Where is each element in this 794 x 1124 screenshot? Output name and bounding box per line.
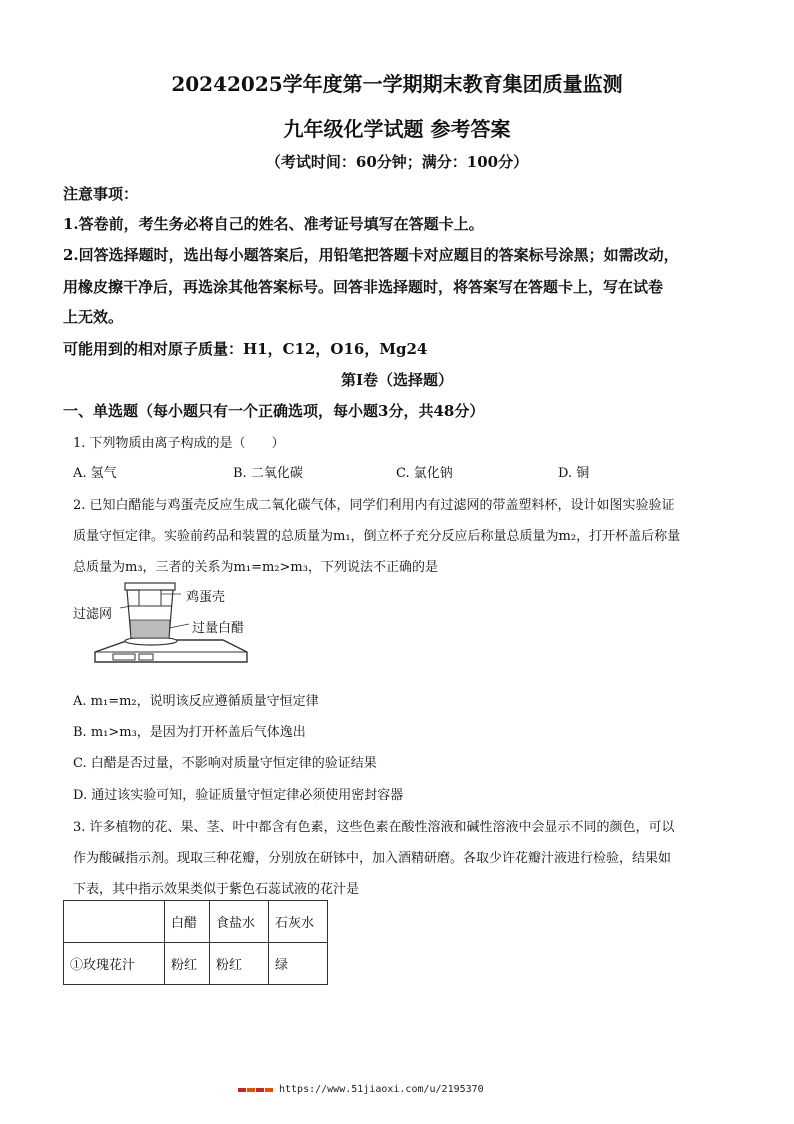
q1-option-c: C. 氯化钠 <box>396 466 453 481</box>
table-cell: 绿 <box>269 943 328 985</box>
table-cell: 粉红 <box>165 943 210 985</box>
q1-option-a: A. 氢气 <box>73 466 117 481</box>
q3-stem-line-2: 作为酸碱指示剂。现取三种花瓣，分别放在研钵中，加入酒精研磨。各取少许花瓣汁液进行检验，结果如 <box>73 851 672 866</box>
table-header-row <box>64 901 328 943</box>
table-header-cell <box>64 901 165 943</box>
figure-label-eggshell: 鸡蛋壳 <box>186 590 226 605</box>
footer-url[interactable]: https://www.51jiaoxi.com/u/2195370 <box>279 1084 484 1095</box>
q2-option-c: C. 白醋是否过量，不影响对质量守恒定律的验证结果 <box>73 756 377 771</box>
q3-stem-line-1: 3. 许多植物的花、果、茎、叶中都含有色素，这些色素在酸性溶液和碱性溶液中会显示不同的颜色，可以 <box>73 820 675 835</box>
table-row <box>64 943 328 985</box>
notes-heading: 注意事项： <box>63 185 139 203</box>
indicator-table <box>63 900 328 985</box>
q2-option-b: B. m₁>m₃，是因为打开杯盖后气体逸出 <box>73 725 306 740</box>
note-2-line-1: 2.回答选择题时，选出每小题答案后，用铅笔把答题卡对应题目的答案标号涂黑；如需改动， <box>63 246 679 264</box>
watermark-logo-icon <box>238 1086 274 1094</box>
q1-stem: 1. 下列物质由离子构成的是（ ） <box>73 436 285 451</box>
q2-stem-line-1: 2. 已知白醋能与鸡蛋壳反应生成二氧化碳气体，同学们利用内有过滤网的带盖塑料杯，设计如图实验验证 <box>73 498 675 513</box>
q2-option-a: A. m₁=m₂，说明该反应遵循质量守恒定律 <box>73 694 319 709</box>
q3-stem-line-3: 下表，其中指示效果类似于紫色石蕊试液的花汁是 <box>73 882 360 897</box>
atomic-mass-note: 可能用到的相对原子质量：H1，C12，O16，Mg24 <box>63 340 428 358</box>
note-1: 1.答卷前，考生务必将自己的姓名、准考证号填写在答题卡上。 <box>63 215 484 233</box>
q1-option-d: D. 铜 <box>558 466 590 481</box>
footer-watermark <box>238 1084 484 1095</box>
table-header-cell: 石灰水 <box>269 901 328 943</box>
table-cell: ①玫瑰花汁 <box>64 943 165 985</box>
part-1-heading: 一、单选题（每小题只有一个正确选项，每小题3分，共48分） <box>63 402 485 420</box>
volume-heading: 第I卷（选择题） <box>340 371 454 389</box>
table-header-cell: 白醋 <box>165 901 210 943</box>
exam-info: （考试时间：60分钟；满分：100分） <box>265 153 529 171</box>
q1-option-b: B. 二氧化碳 <box>233 466 303 481</box>
q2-option-d: D. 通过该实验可知，验证质量守恒定律必须使用密封容器 <box>73 788 404 803</box>
table-header-cell: 食盐水 <box>210 901 269 943</box>
q2-stem-line-3: 总质量为m₃，三者的关系为m₁=m₂>m₃，下列说法不正确的是 <box>73 560 438 575</box>
q2-stem-line-2: 质量守恒定律。实验前药品和装置的总质量为m₁，倒立杯子充分反应后称量总质量为m₂，打开杯盖后称量 <box>73 529 681 544</box>
figure-label-vinegar: 过量白醋 <box>192 621 245 636</box>
figure-label-filter: 过滤网 <box>73 607 113 622</box>
table-cell: 粉红 <box>210 943 269 985</box>
note-2-line-3: 上无效。 <box>63 308 124 326</box>
page-subtitle: 九年级化学试题 参考答案 <box>283 117 511 141</box>
note-2-line-2: 用橡皮擦干净后，再选涂其他答案标号。回答非选择题时，将答案写在答题卡上，写在试卷 <box>63 278 664 296</box>
page-title: 20242025学年度第一学期期末教育集团质量监测 <box>171 72 623 96</box>
